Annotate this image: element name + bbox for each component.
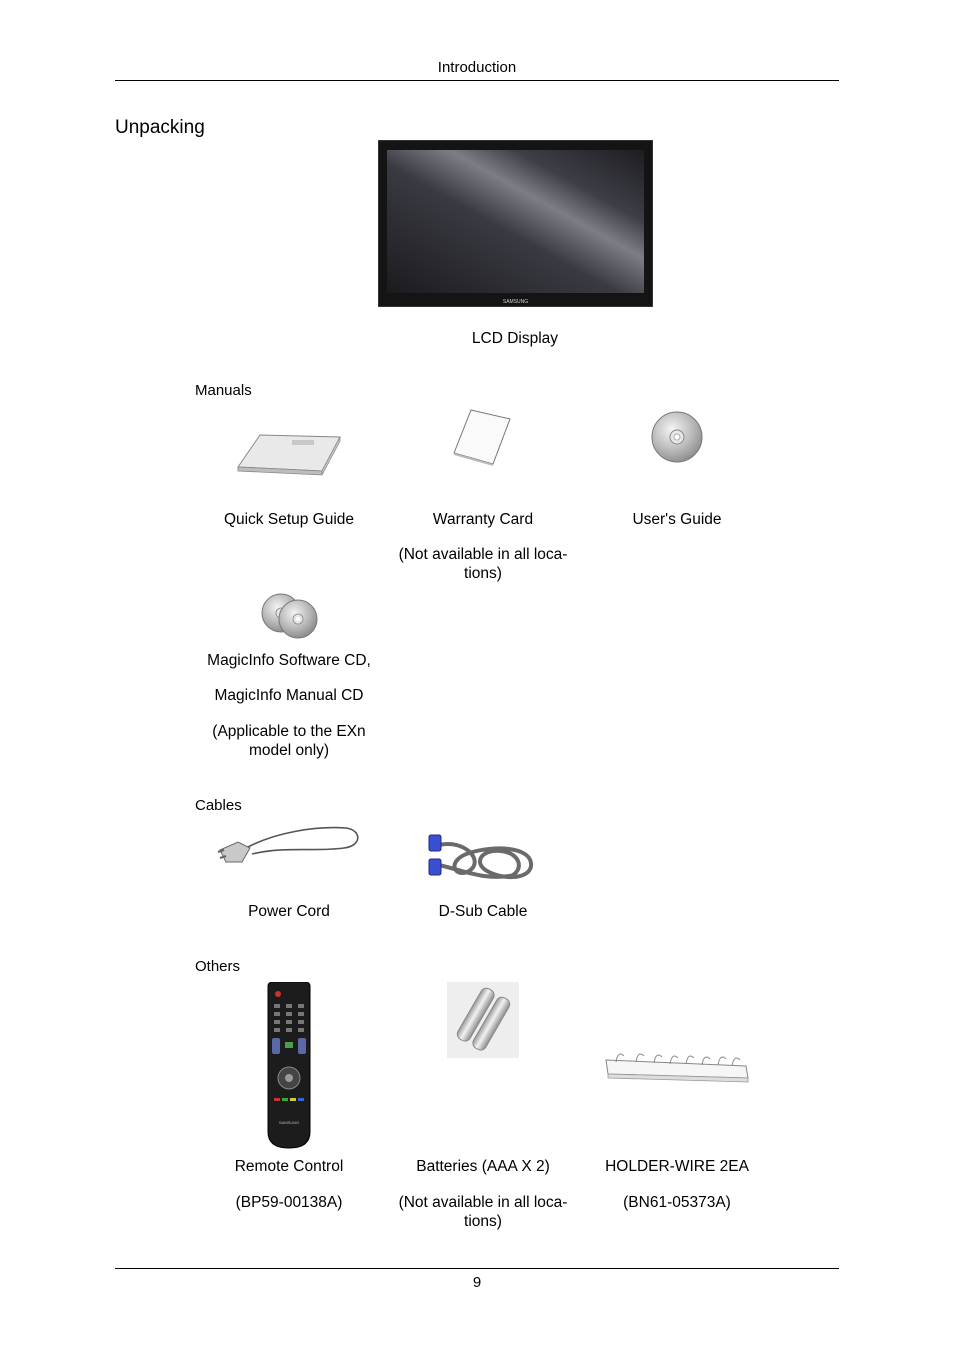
magicinfo-note-suffix: model only) [248, 742, 330, 759]
warranty-card-image [449, 407, 515, 467]
warranty-card-note: (Not available in all loca- tions) [398, 546, 568, 582]
footer-rule [115, 1268, 839, 1269]
users-guide-cd-icon [650, 410, 704, 464]
holder-wire-caption: HOLDER-WIRE 2EA [605, 1158, 749, 1175]
magicinfo-note [195, 722, 383, 760]
lcd-logo: SAMSUNG [502, 299, 529, 305]
cables-heading: Cables [195, 797, 242, 814]
quick-setup-guide-caption: Quick Setup Guide [223, 511, 355, 528]
batteries-note: (Not available in all loca- tions) [398, 1194, 568, 1230]
users-guide-caption: User's Guide [632, 511, 722, 528]
magicinfo-cd-icon [261, 593, 319, 639]
remote-control-image [264, 982, 314, 1150]
lcd-display-image [378, 140, 653, 307]
batteries-image [447, 982, 519, 1058]
page-header: Introduction [437, 59, 517, 76]
remote-control-model: (BP59-00138A) [235, 1194, 343, 1211]
magicinfo-note-model: EXn [336, 723, 366, 740]
remote-logo: SAMSUNG [278, 1120, 300, 1125]
warranty-card-caption: Warranty Card [432, 511, 534, 528]
section-title: Unpacking [115, 117, 205, 138]
magicinfo-note-prefix: (Applicable to the [212, 723, 337, 740]
power-cord-image [216, 822, 362, 870]
holder-wire-model: (BN61-05373A) [623, 1194, 731, 1211]
manuals-heading: Manuals [195, 382, 252, 399]
lcd-display-caption: LCD Display [471, 330, 559, 347]
magicinfo-caption-line2: MagicInfo Manual CD [214, 687, 364, 704]
quick-setup-guide-image [234, 431, 344, 479]
dsub-cable-image [425, 831, 537, 887]
page-number: 9 [472, 1274, 482, 1291]
holder-wire-image [602, 1046, 752, 1086]
others-heading: Others [195, 958, 241, 975]
header-rule [115, 80, 839, 81]
remote-control-caption: Remote Control [234, 1158, 344, 1175]
power-cord-caption: Power Cord [248, 903, 330, 920]
magicinfo-caption-line1: MagicInfo Software CD, [207, 652, 371, 669]
dsub-cable-caption: D-Sub Cable [438, 903, 528, 920]
batteries-caption: Batteries (AAA X 2) [416, 1158, 550, 1175]
